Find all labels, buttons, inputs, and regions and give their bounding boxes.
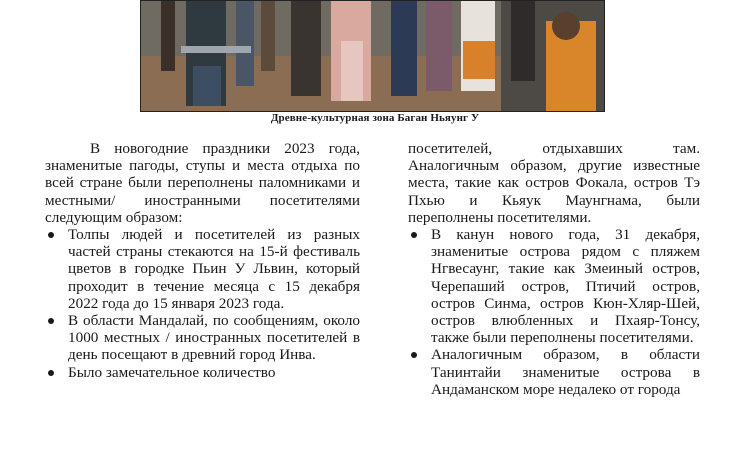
right-bullet-list (408, 226, 700, 398)
bullet-item: В канун нового года, 31 декабря, знаменитые острова рядом с пляжем Нгвесаунг, такие как Змеиный остров, Черепаший остров, Птичий остров, остров Синма, остров Кюн-Хляр-Шей, остров влюбленных и Пхаяр-Тонсу, также были переполнены посетителями. (408, 226, 700, 346)
bullet-item: В области Мандалай, по сообщениям, около 1000 местных / иностранных посетителей в день посещают в древний город Инва. (45, 312, 360, 364)
left-bullet-list (45, 226, 360, 381)
bullet-item: Толпы людей и посетителей из разных частей страны стекаются на 15-й фестиваль цветов в городке Пьин У Львин, который проходит в течение месяца с 15 декабря 2022 года до 15 января 2023 года. (45, 226, 360, 312)
crowd-photo-illustration (141, 1, 604, 111)
photo-caption: Древне-культурная зона Баган Ньяунг У (270, 112, 480, 124)
intro-paragraph: В новогодние праздники 2023 года, знаменитые пагоды, ступы и места отдыха по всей стране были переполнены паломниками и местными/ иностранными посетителями следующим образом: (45, 140, 360, 226)
continuation-paragraph: посетителей, отдыхавших там. Аналогичным образом, другие известные места, такие как остров Фокала, остров Тэ Пхью и Кьяук Маунгнама, были переполнены посетителями. (408, 140, 700, 226)
left-column (45, 140, 360, 381)
bullet-item: Аналогичным образом, в области Танинтайи знаменитые острова в Андаманском море недалеко от города (408, 346, 700, 398)
bullet-item: Было замечательное количество (45, 364, 360, 381)
right-column (408, 140, 700, 398)
crowd-photo (140, 0, 605, 112)
